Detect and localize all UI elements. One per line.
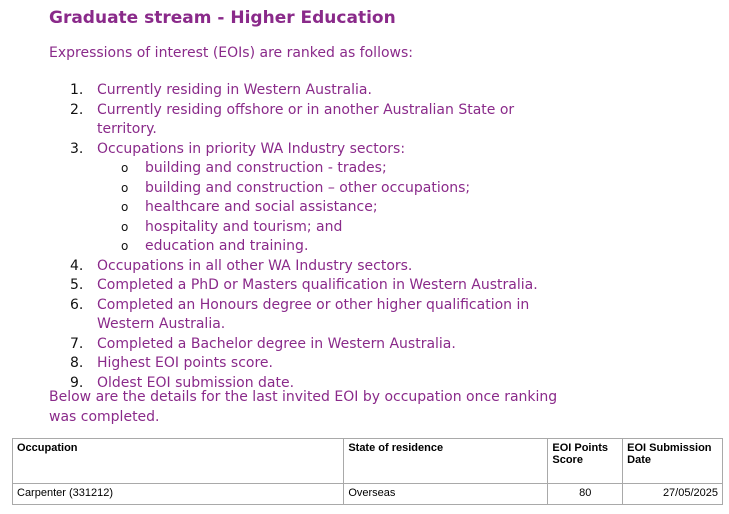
list-item-text: Currently residing in Western Australia. [97, 82, 372, 98]
list-item [49, 101, 569, 140]
sub-list-item [97, 159, 569, 179]
cell-points: 80 [548, 484, 623, 505]
list-item-text: Currently residing offshore or in another Australian State or territory. [97, 101, 515, 137]
list-item-text: Completed an Honours degree or other higher qualification in Western Australia. [97, 296, 530, 332]
circle-bullet-icon: o [121, 239, 129, 253]
sub-list-item [97, 218, 569, 238]
cell-occupation: Carpenter (331212) [13, 484, 344, 505]
sub-item-text: building and construction – other occupations; [145, 179, 471, 196]
list-item-text: Completed a PhD or Masters qualification in Western Australia. [97, 277, 538, 293]
column-header-submission-date: EOI Submission Date [623, 439, 723, 484]
page-title: Graduate stream - Higher Education [49, 8, 396, 28]
below-text: Below are the details for the last invited EOI by occupation once ranking was completed. [49, 389, 558, 425]
intro-text: Expressions of interest (EOIs) are ranked as follows: [49, 45, 413, 61]
list-item [49, 81, 569, 101]
circle-bullet-icon: o [121, 161, 129, 175]
invited-eoi-table [12, 438, 723, 505]
list-item [49, 140, 569, 257]
column-header-points: EOI Points Score [548, 439, 623, 484]
circle-bullet-icon: o [121, 200, 129, 214]
list-item-text: Completed a Bachelor degree in Western Australia. [97, 335, 456, 352]
column-header-occupation: Occupation [13, 439, 344, 484]
list-item [49, 257, 569, 277]
list-number: 7. [70, 335, 84, 352]
list-number: 4. [70, 257, 84, 274]
sub-item-text: hospitality and tourism; and [145, 218, 343, 235]
sub-list-item [97, 237, 569, 257]
list-number: 9. [70, 374, 84, 391]
column-header-state: State of residence [344, 439, 548, 484]
table-row [13, 484, 723, 505]
list-item-text: Highest EOI points score. [97, 355, 273, 371]
priority-sectors-list [97, 159, 569, 257]
sub-item-text: building and construction - trades; [145, 160, 387, 176]
list-number: 2. [70, 101, 84, 118]
cell-state: Overseas [344, 484, 548, 505]
ranking-list [49, 81, 569, 393]
table-header-row [13, 439, 723, 484]
sub-list-item [97, 198, 569, 218]
list-number: 8. [70, 355, 84, 371]
sub-item-text: education and training. [145, 238, 309, 254]
list-number: 1. [70, 82, 84, 98]
list-item [49, 335, 569, 355]
list-number: 3. [70, 140, 84, 157]
list-item [49, 276, 569, 296]
list-number: 5. [70, 277, 84, 293]
list-item-text: Oldest EOI submission date. [97, 374, 295, 391]
cell-submission-date: 27/05/2025 [623, 484, 723, 505]
circle-bullet-icon: o [121, 180, 129, 195]
list-item-text: Occupations in all other WA Industry sectors. [97, 257, 413, 274]
circle-bullet-icon: o [121, 219, 129, 234]
sub-item-text: healthcare and social assistance; [145, 199, 378, 215]
list-item [49, 354, 569, 374]
list-number: 6. [70, 296, 84, 313]
list-item-text: Occupations in priority WA Industry sectors: [97, 140, 406, 157]
sub-list-item [97, 179, 569, 199]
list-item [49, 296, 569, 335]
